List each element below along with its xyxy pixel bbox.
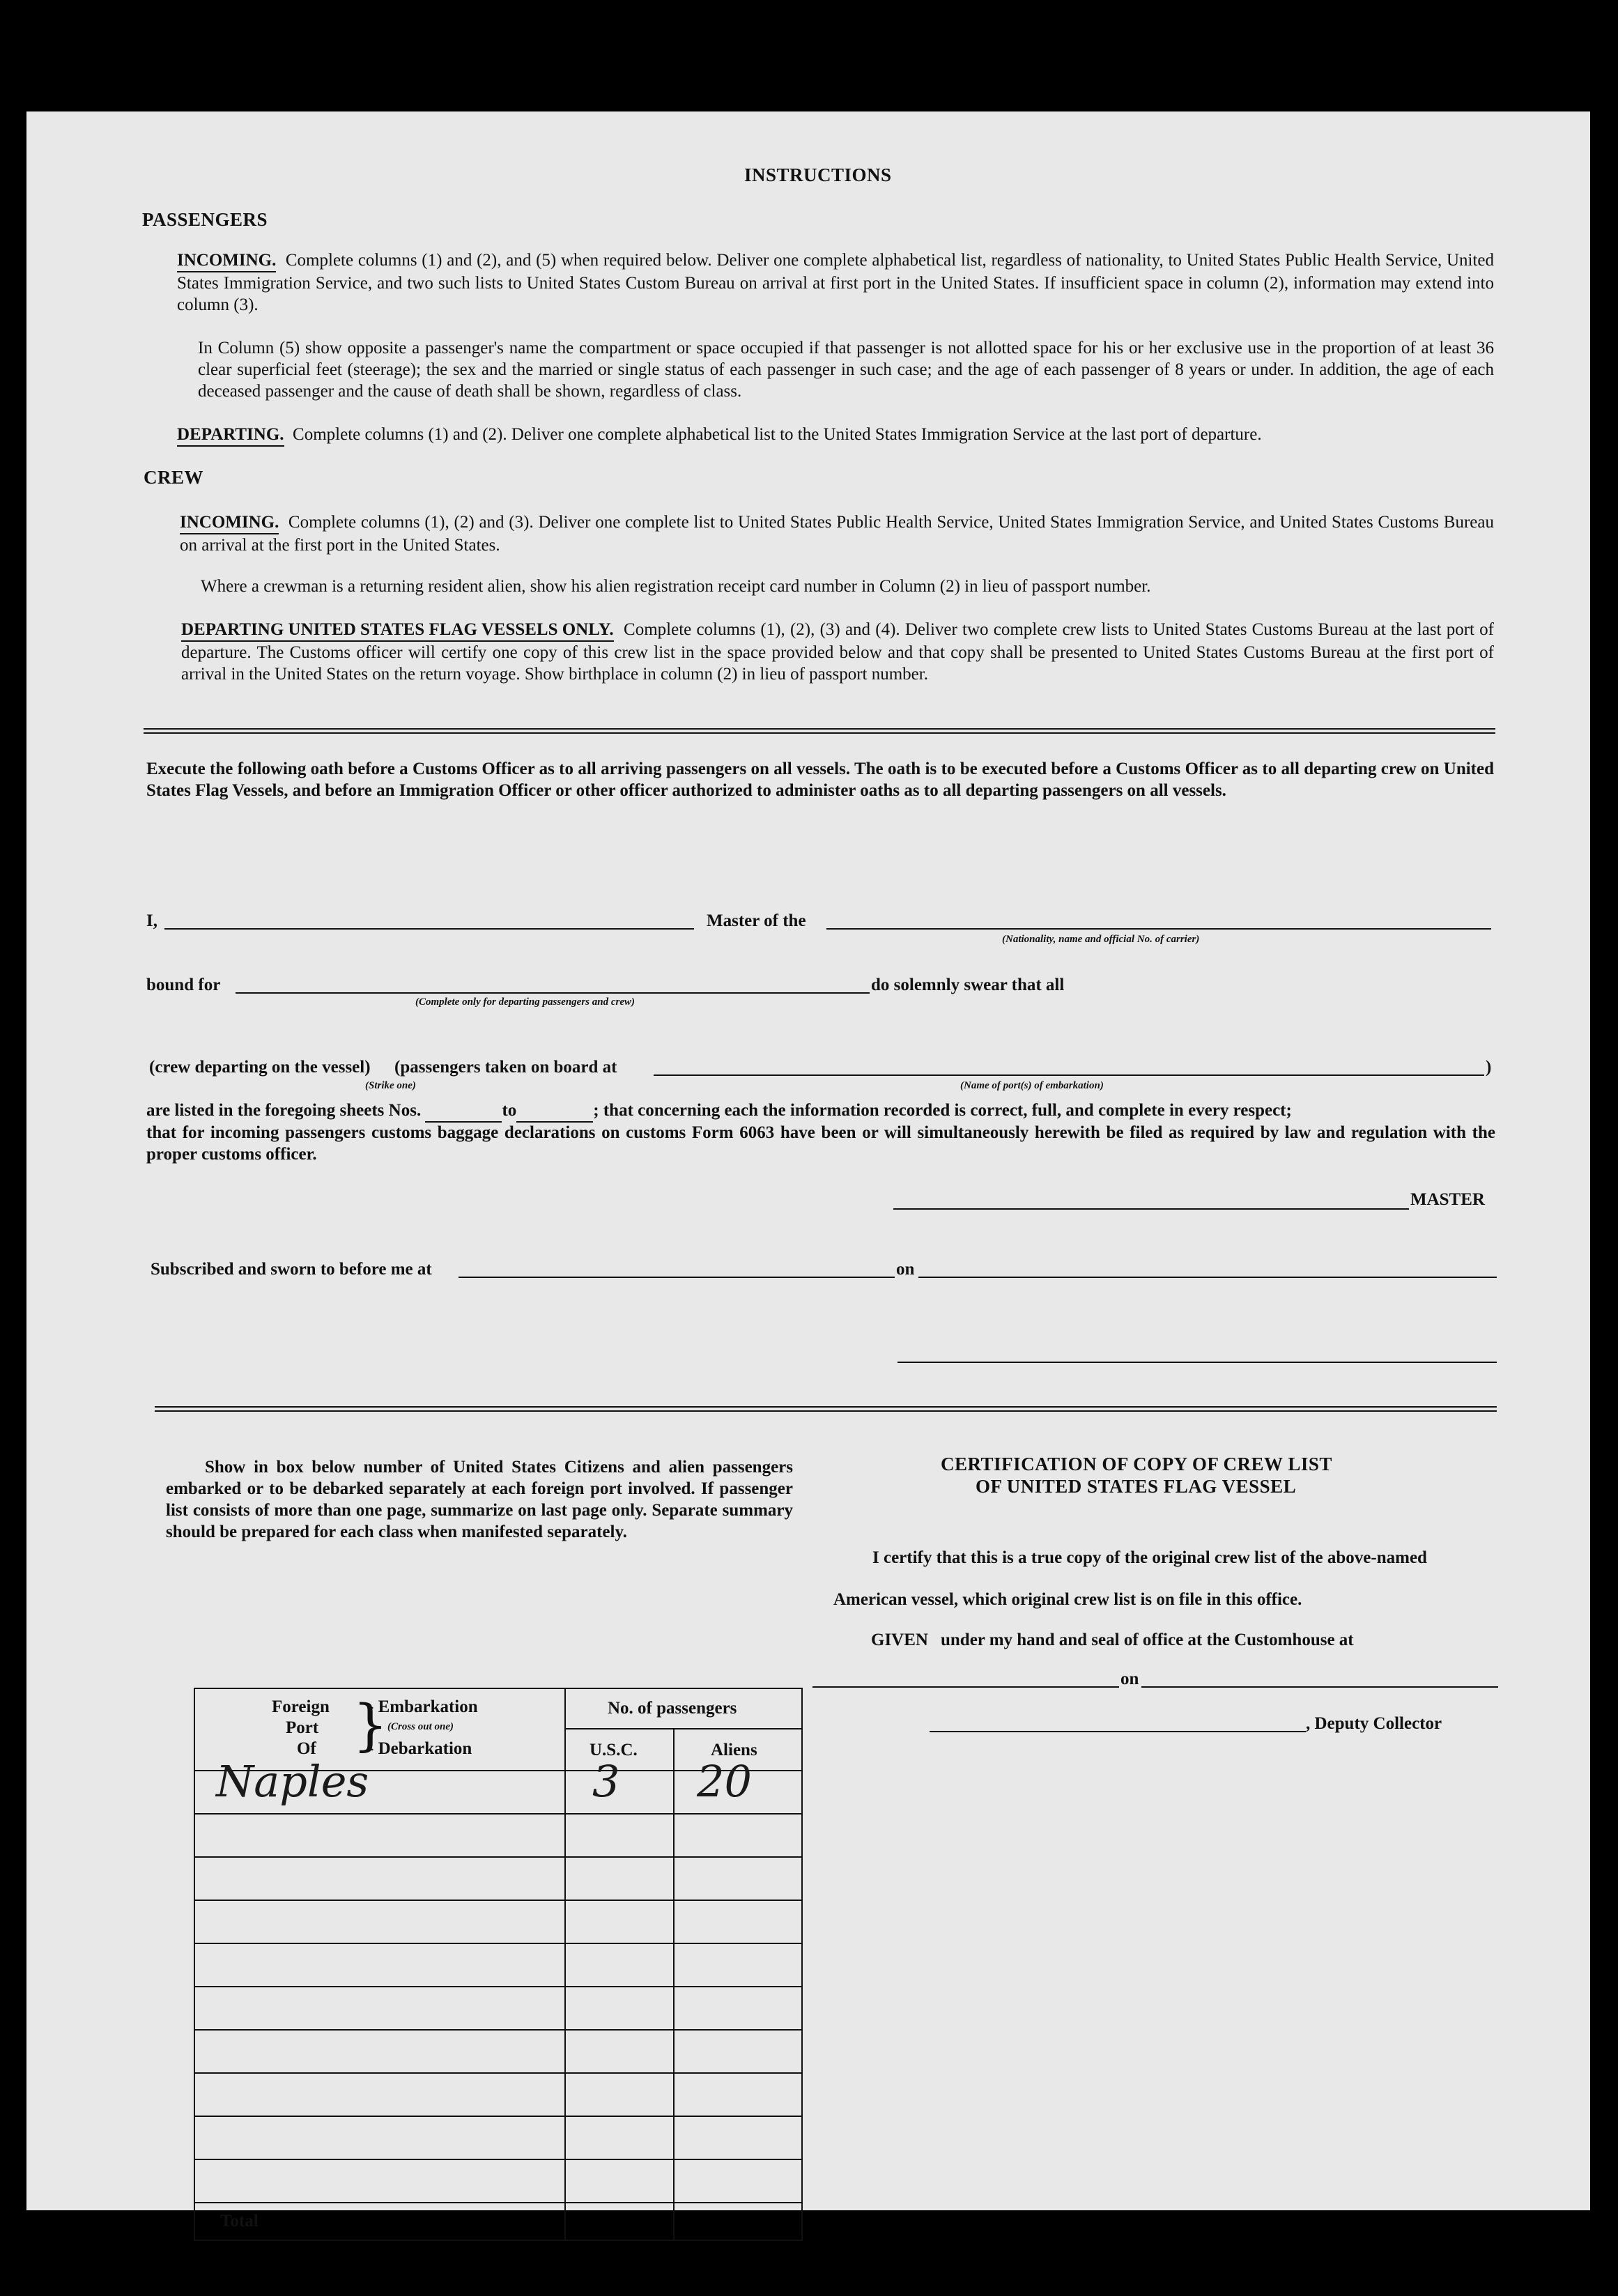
- listed-continuation: [146, 1122, 1495, 1165]
- cert-title-1: CERTIFICATION OF COPY OF CREW LIST: [941, 1454, 1332, 1474]
- master-name-line[interactable]: [164, 928, 694, 930]
- subscribed-label: Subscribed and sworn to before me at: [151, 1260, 432, 1279]
- crew-resident-text: Where a crewman is a returning resident alien, show his alien registration receipt card number in Column (2) in lieu of passport number.: [201, 577, 1151, 596]
- col-of: Of: [297, 1739, 316, 1758]
- strike-one-caption: (Strike one): [365, 1080, 416, 1091]
- section-divider: [144, 728, 1495, 734]
- row-usc-count[interactable]: 3: [592, 1756, 620, 1807]
- listed-start: are listed in the foregoing sheets Nos.: [146, 1101, 422, 1120]
- section-divider-2: [155, 1406, 1497, 1412]
- cert-text-2: American vessel, which original crew list is on file in this office.: [833, 1590, 1302, 1609]
- cert-on-label: on: [1120, 1670, 1139, 1688]
- listed-line: [146, 1100, 1495, 1123]
- deputy-collector-label: , Deputy Collector: [1306, 1714, 1442, 1733]
- row-port-naples[interactable]: Naples: [216, 1756, 369, 1807]
- sworn-at-line[interactable]: [459, 1277, 895, 1278]
- cert-place-line[interactable]: [812, 1686, 1119, 1688]
- listed-cont-text: that for incoming passengers customs baggage declarations on customs Form 6063 have been or will simultaneously herewith be filed as required by law and regulation with the proper customs officer.: [146, 1123, 1495, 1164]
- given-text: under my hand and seal of office at the Customhouse at: [941, 1631, 1354, 1649]
- col-foreign: Foreign: [272, 1697, 330, 1716]
- summary-instructions: [166, 1456, 793, 1543]
- cert-date-line[interactable]: [1141, 1686, 1498, 1688]
- sheet-to-field[interactable]: [516, 1100, 593, 1123]
- sworn-on-line[interactable]: [918, 1277, 1497, 1278]
- usc-header: U.S.C.: [590, 1741, 638, 1759]
- col-port: Port: [286, 1718, 319, 1737]
- nationality-caption: (Nationality, name and official No. of carrier): [1002, 934, 1200, 945]
- passengers-departing-label: DEPARTING.: [177, 424, 284, 447]
- debarkation-label: - Debarkation: [368, 1739, 472, 1758]
- bound-caption: (Complete only for departing passengers and crew): [415, 996, 635, 1008]
- passengers-incoming: [177, 249, 1494, 316]
- sworn-on-label: on: [896, 1260, 915, 1279]
- crew-incoming-text: Complete columns (1), (2) and (3). Deliver one complete list to United States Public Health Service, United States Immigration Service, and United States Customs Bureau on arrival at the first port in the United States.: [180, 513, 1494, 555]
- instructions-title: INSTRUCTIONS: [744, 164, 892, 185]
- cert-text-1: I certify that this is a true copy of the original crew list of the above-named: [872, 1548, 1427, 1567]
- passengers-heading: PASSENGERS: [142, 209, 268, 230]
- officer-signature-line[interactable]: [897, 1362, 1497, 1363]
- crew-incoming: [180, 511, 1494, 556]
- master-signature-line[interactable]: [893, 1208, 1409, 1210]
- oath-i-label: I,: [146, 911, 157, 930]
- bound-for-line[interactable]: [236, 992, 870, 994]
- swear-text: do solemnly swear that all: [871, 976, 1065, 994]
- total-label: Total: [220, 2212, 259, 2230]
- ports-line[interactable]: [654, 1074, 1484, 1076]
- brace-glyph: }: [353, 1693, 388, 1757]
- crew-resident: [201, 576, 1494, 597]
- cross-out-caption: (Cross out one): [387, 1721, 454, 1732]
- vessel-name-line[interactable]: [826, 928, 1491, 930]
- no-passengers-header: No. of passengers: [608, 1699, 737, 1718]
- summary-instructions-text: Show in box below number of United States Citizens and alien passengers embarked or to be debarked separately at each foreign port involved. If passenger list consists of more than one page, summarize on last page only. Separate summary should be prepared for each class when manifested separately.: [166, 1458, 793, 1541]
- master-of-the-label: Master of the: [707, 911, 806, 930]
- passengers-column5: [198, 337, 1494, 402]
- deputy-signature-line[interactable]: [930, 1731, 1306, 1732]
- passengers-departing: [177, 424, 1494, 447]
- listed-rest: ; that concerning each the information recorded is correct, full, and complete in every respect;: [593, 1101, 1292, 1120]
- passengers-incoming-label: INCOMING.: [177, 249, 276, 272]
- passengers-departing-text: Complete columns (1) and (2). Deliver one complete alphabetical list to the United States Immigration Service at the last port of departure.: [293, 425, 1262, 444]
- crew-departing: [181, 619, 1494, 685]
- sheet-from-field[interactable]: [425, 1100, 502, 1123]
- crew-departing-label: DEPARTING UNITED STATES FLAG VESSELS ONLY.: [181, 619, 614, 642]
- crew-departing-text: Complete columns (1), (2), (3) and (4). Deliver two complete crew lists to United States Customs Bureau at the last port of departure. The Customs officer will certify one copy of this crew list in the space provided below and that copy shall be presented to United States Customs Bureau at the first port of arrival in the United States on the return voyage. Show birthplace in column (2) in lieu of passport number.: [181, 620, 1494, 684]
- passengers-incoming-text: Complete columns (1) and (2), and (5) when required below. Deliver one complete alphabetical list, regardless of nationality, to United States Public Health Service, United States Immigration Service, and two such lists to United States Custom Bureau on arrival at first port in the United States. If insufficient space in column (2), information may extend into column (3).: [177, 251, 1494, 314]
- master-label: MASTER: [1410, 1190, 1485, 1209]
- document-page: [26, 111, 1590, 2230]
- oath-intro: [146, 758, 1494, 801]
- to-word: to: [502, 1101, 517, 1120]
- close-paren: ): [1486, 1058, 1492, 1077]
- embarkation-label: - Embarkation: [368, 1697, 478, 1716]
- row-aliens-count[interactable]: 20: [697, 1756, 752, 1807]
- ports-caption: (Name of port(s) of embarkation): [960, 1080, 1104, 1091]
- passengers-taken-option: (passengers taken on board at: [394, 1058, 617, 1077]
- column5-text: In Column (5) show opposite a passenger's name the compartment or space occupied if that passenger is not allotted space for his or her exclusive use in the proportion of at least 36 clear superficial feet (steerage); the sex and the married or single status of each passenger in such case; and the age of each passenger of 8 years or under. In addition, the age of each deceased passenger and the cause of death shall be shown, regardless of class.: [198, 339, 1494, 401]
- bound-for-label: bound for: [146, 976, 221, 994]
- oath-intro-text: Execute the following oath before a Customs Officer as to all arriving passengers on all vessels. The oath is to be executed before a Customs Officer as to all departing crew on United States Flag Vessels, and before an Immigration Officer or other officer authorized to administer oaths as to all departing passengers on all vessels.: [146, 760, 1494, 800]
- passenger-summary-table: [194, 1688, 803, 2241]
- crew-departing-option: (crew departing on the vessel): [149, 1058, 371, 1077]
- given-label: GIVEN: [871, 1631, 928, 1649]
- crew-heading: CREW: [144, 467, 204, 488]
- cert-title-2: OF UNITED STATES FLAG VESSEL: [976, 1476, 1297, 1497]
- aliens-header: Aliens: [711, 1741, 757, 1759]
- crew-incoming-label: INCOMING.: [180, 511, 279, 534]
